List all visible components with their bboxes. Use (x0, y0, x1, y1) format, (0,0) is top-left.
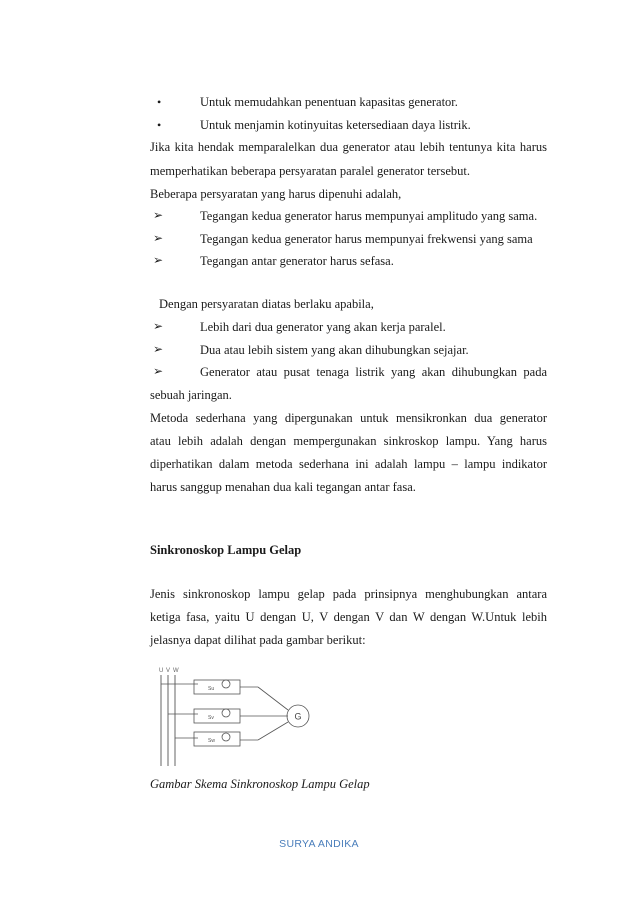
paragraph-line: ketiga fasa, yaitu U dengan U, V dengan V dan W dengan W.Untuk lebih (150, 610, 547, 624)
sinkronoskop-diagram (150, 662, 320, 770)
arrow-bullet-icon: ➢ (153, 208, 164, 222)
paragraph-line: Metoda sederhana yang dipergunakan untuk mensikronkan dua generator (150, 411, 547, 425)
switch-box-w (194, 732, 240, 746)
paragraph-line: diperhatikan dalam metoda sederhana ini adalah lampu – lampu indikator (150, 457, 547, 471)
condition-item: Generator atau pusat tenaga listrik yang akan dihubungkan pada (200, 365, 547, 379)
paragraph-line: harus sanggup menahan dua kali tegangan antar fasa. (150, 480, 416, 494)
paragraph-line: Jika kita hendak memparalelkan dua generator atau lebih tentunya kita harus (150, 140, 547, 154)
conditions-intro: Dengan persyaratan diatas berlaku apabila, (159, 297, 374, 311)
arrow-bullet-icon: ➢ (153, 342, 164, 356)
condition-item: Lebih dari dua generator yang akan kerja paralel. (200, 320, 446, 334)
bullet-dot-icon: • (157, 95, 162, 109)
page-footer: SURYA ANDIKA (279, 838, 359, 850)
lamp-icon (222, 733, 230, 741)
switch-box-v (194, 709, 240, 723)
figure-caption: Gambar Skema Sinkronoskop Lampu Gelap (150, 777, 370, 791)
lamp-icon (222, 680, 230, 688)
bullet-item: Untuk memudahkan penentuan kapasitas generator. (200, 95, 458, 109)
arrow-bullet-icon: ➢ (153, 319, 164, 333)
switch-label: Sw (208, 738, 215, 744)
condition-continuation: sebuah jaringan. (150, 388, 232, 402)
paragraph-line: atau lebih adalah dengan mempergunakan sinkroskop lampu. Yang harus (150, 434, 547, 448)
paragraph-line: memperhatikan beberapa persyaratan paralel generator tersebut. (150, 164, 470, 178)
requirement-item: Tegangan kedua generator harus mempunyai frekwensi yang sama (200, 232, 533, 246)
section-heading: Sinkronoskop Lampu Gelap (150, 543, 302, 557)
paragraph-line: Beberapa persyaratan yang harus dipenuhi adalah, (150, 187, 402, 201)
generator-label: G (294, 711, 302, 722)
requirement-item: Tegangan antar generator harus sefasa. (200, 254, 394, 268)
bullet-item: Untuk menjamin kotinyuitas ketersediaan daya listrik. (200, 118, 471, 132)
switch-label: Su (208, 686, 215, 692)
condition-item: Dua atau lebih sistem yang akan dihubungkan sejajar. (200, 343, 469, 357)
paragraph-line: Jenis sinkronoskop lampu gelap pada prinsipnya menghubungkan antara (150, 587, 547, 601)
paragraph-line: jelasnya dapat dilihat pada gambar berikut: (150, 633, 366, 647)
arrow-bullet-icon: ➢ (153, 364, 164, 378)
switch-box-u (194, 680, 240, 694)
phase-label-v: V (166, 668, 171, 674)
requirement-item: Tegangan kedua generator harus mempunyai amplitudo yang sama. (200, 209, 538, 223)
arrow-bullet-icon: ➢ (153, 231, 164, 245)
lamp-icon (222, 709, 230, 717)
phase-label-w: W (173, 668, 179, 674)
arrow-bullet-icon: ➢ (153, 253, 164, 267)
phase-label-u: U (159, 668, 164, 674)
bullet-dot-icon: • (157, 118, 162, 132)
switch-label: Sv (208, 715, 214, 721)
